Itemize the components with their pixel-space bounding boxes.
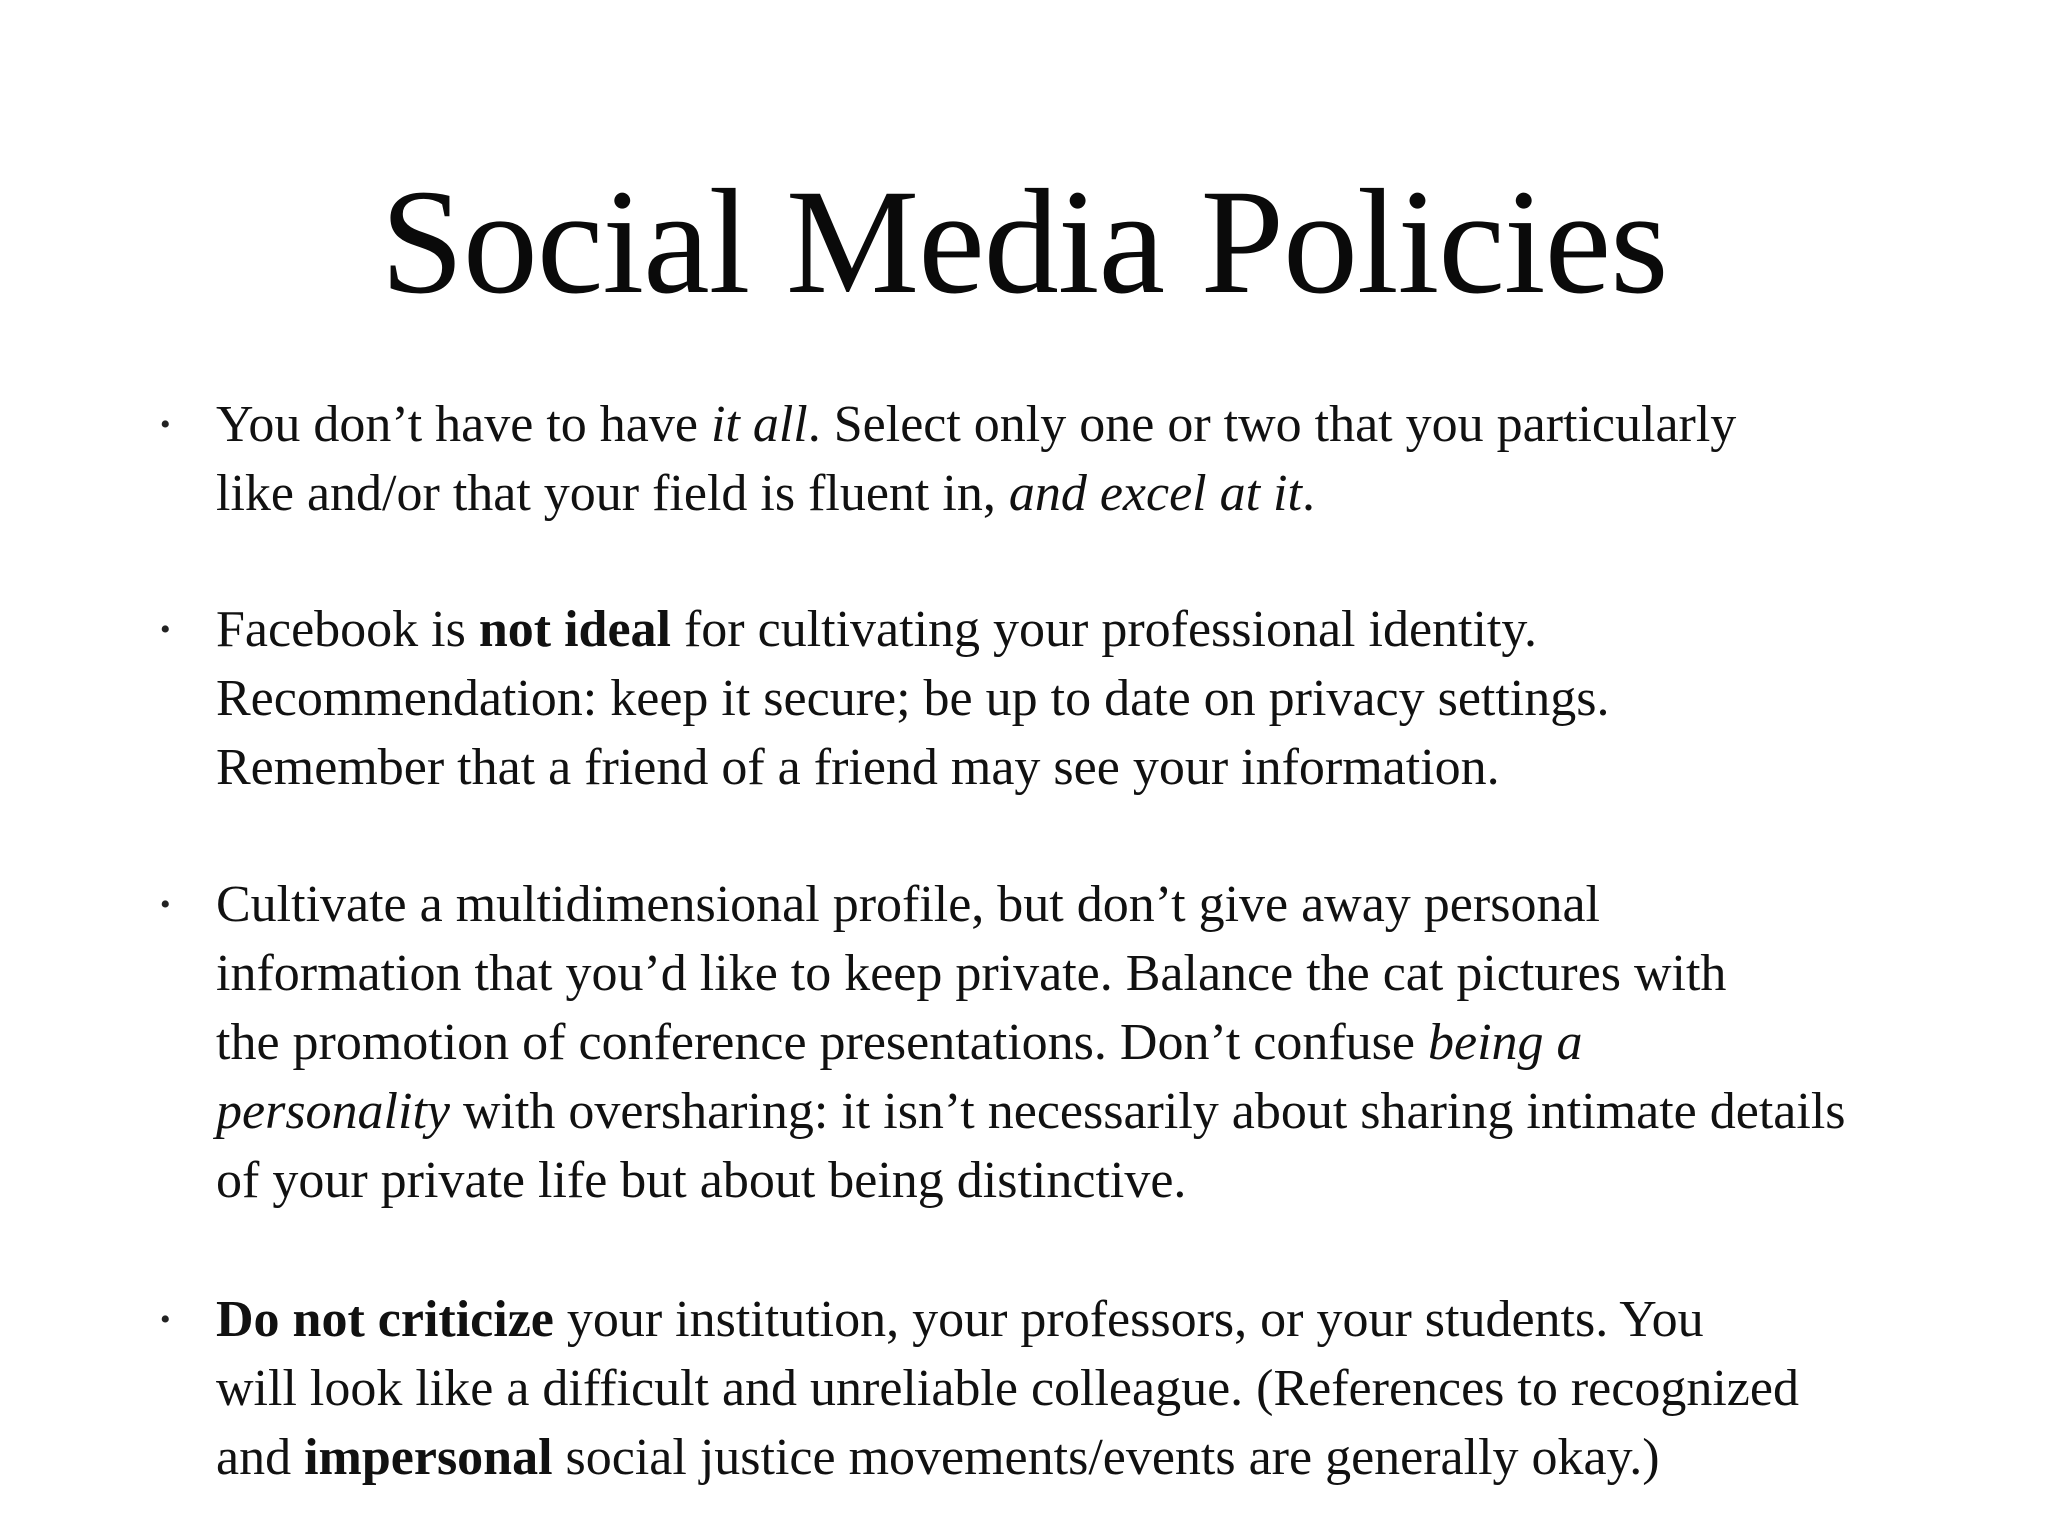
bullet-text-line xyxy=(216,459,1916,528)
bullet-text-line: information that you’d like to keep private. Balance the cat pictures with xyxy=(216,945,1727,1002)
text-run: your institution, your professors, or your students. You xyxy=(553,1291,1704,1348)
text-run: like and/or that your field is fluent in, xyxy=(216,465,1009,522)
bold-text: Do not criticize xyxy=(216,1291,554,1348)
bullet-text-line: Remember that a friend of a friend may see your information. xyxy=(216,739,1500,796)
italic-text: and excel at it xyxy=(1008,465,1302,522)
bullet-item-do-not-criticize xyxy=(160,1285,1916,1492)
bullet-text-line xyxy=(216,390,1916,459)
text-run: Facebook is xyxy=(216,601,479,658)
text-run: the promotion of conference presentations. Don’t confuse xyxy=(216,1014,1428,1071)
bullet-dot-icon: • xyxy=(160,613,171,646)
text-run: You don’t have to have xyxy=(216,396,711,453)
bullet-dot-icon: • xyxy=(160,888,171,921)
bold-text: impersonal xyxy=(304,1429,553,1486)
bullet-text-line xyxy=(216,1008,1916,1077)
bullet-item-have-it-all xyxy=(160,390,1916,528)
text-run: . Select only one or two that you particularly xyxy=(807,396,1737,453)
text-run: . xyxy=(1301,465,1315,522)
slide-title: Social Media Policies xyxy=(380,159,1668,325)
text-run: with oversharing: it isn’t necessarily about sharing intimate details xyxy=(449,1083,1846,1140)
bullet-item-multidimensional-profile xyxy=(160,870,1916,1215)
bullet-text-line xyxy=(216,1077,1916,1146)
italic-text: being a xyxy=(1428,1014,1583,1071)
bullet-text-line: Recommendation: keep it secure; be up to date on privacy settings. xyxy=(216,670,1610,727)
bullet-text-line xyxy=(216,1423,1916,1492)
text-run: and xyxy=(216,1429,305,1486)
bullet-text-line xyxy=(216,595,1916,664)
italic-text: it all xyxy=(710,396,808,453)
bullet-text-line: of your private life but about being distinctive. xyxy=(216,1152,1187,1209)
italic-text: personality xyxy=(216,1083,450,1140)
bullet-dot-icon: • xyxy=(160,408,171,441)
bullet-dot-icon: • xyxy=(160,1303,171,1336)
bullet-text-line: Cultivate a multidimensional profile, but don’t give away personal xyxy=(216,876,1600,933)
text-run: social justice movements/events are generally okay.) xyxy=(552,1429,1660,1486)
bullet-text-line xyxy=(216,1285,1916,1354)
bullet-item-facebook xyxy=(160,595,1916,802)
bold-text: not ideal xyxy=(478,601,671,658)
bullet-text-line: will look like a difficult and unreliable colleague. (References to recognized xyxy=(216,1360,1799,1417)
text-run: for cultivating your professional identity. xyxy=(670,601,1537,658)
